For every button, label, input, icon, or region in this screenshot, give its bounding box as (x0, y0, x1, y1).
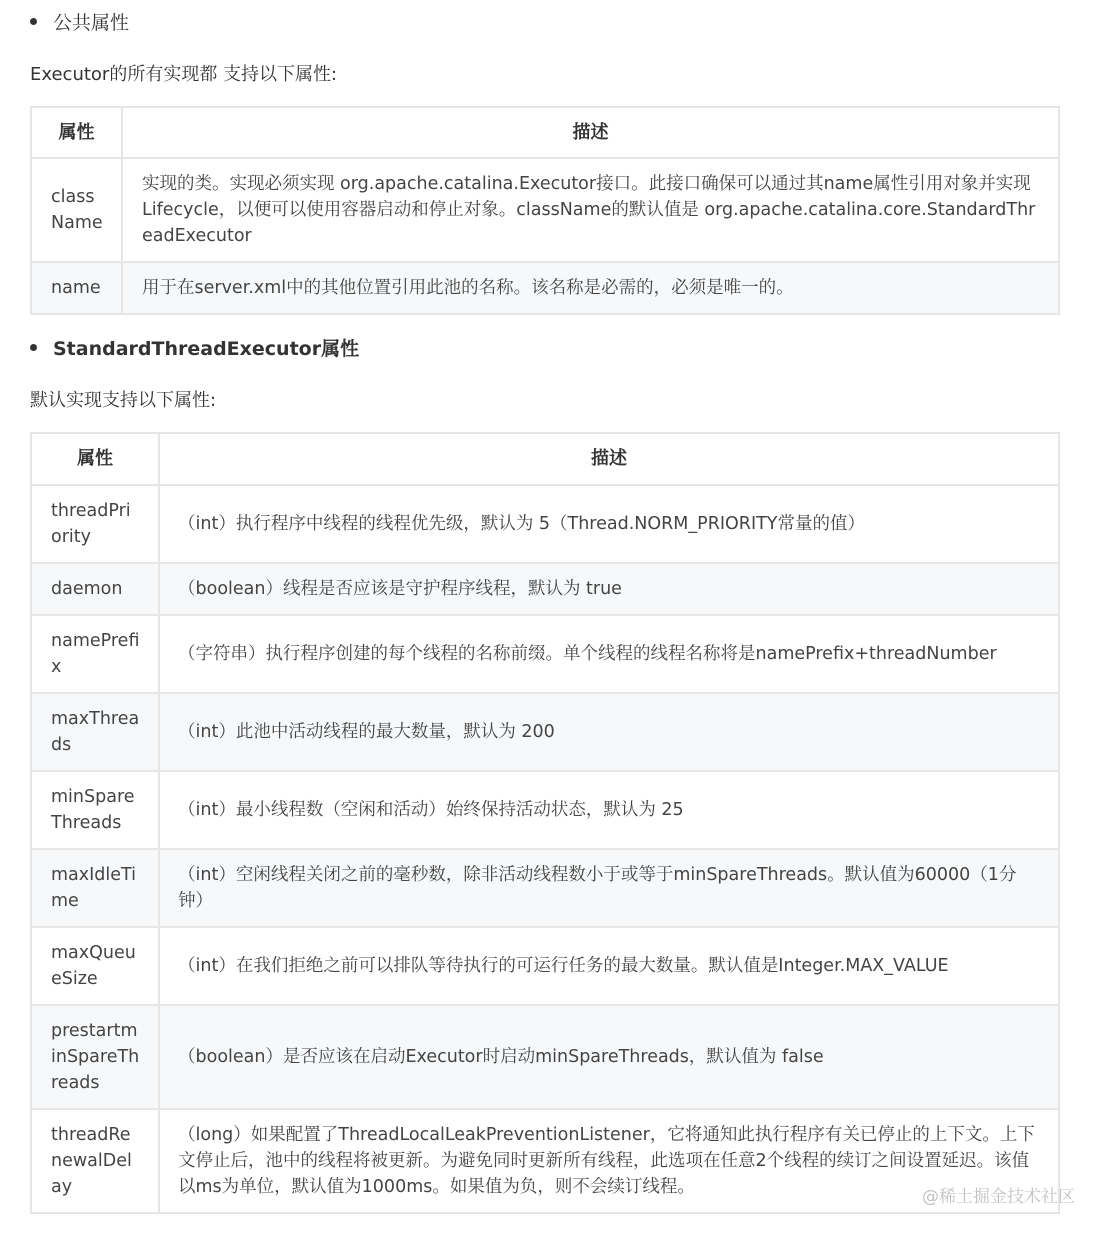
common-attributes-table (30, 106, 1060, 315)
attr-cell: namePrefix (31, 615, 159, 693)
attr-cell: minSpareThreads (31, 771, 159, 849)
desc-cell: 用于在server.xml中的其他位置引用此池的名称。该名称是必需的，必须是唯一的。 (122, 262, 1059, 314)
attr-cell: class Name (31, 158, 122, 262)
table-row (31, 927, 1059, 1005)
table-row (31, 615, 1059, 693)
table-row (31, 1005, 1059, 1109)
header-attr: 属性 (31, 433, 159, 485)
table-row (31, 771, 1059, 849)
desc-cell: 实现的类。实现必须实现 org.apache.catalina.Executor接口。此接口确保可以通过其name属性引用对象并实现Lifecycle，以便可以使用容器启动和停止对象。className的默认值是 org.apache.catalina.core.StandardThreadExecutor (122, 158, 1059, 262)
section1-title: 公共属性 (53, 12, 130, 34)
attr-cell: maxIdleTime (31, 849, 159, 927)
section1-bullet (30, 8, 129, 35)
section2-intro: 默认实现支持以下属性: (30, 390, 217, 411)
table-row (31, 563, 1059, 615)
attr-cell: threadRenewalDelay (31, 1109, 159, 1213)
table-row (31, 262, 1059, 314)
header-desc: 描述 (159, 433, 1059, 485)
desc-cell: （int）执行程序中线程的线程优先级，默认为 5（Thread.NORM_PRIORITY常量的值） (159, 485, 1059, 563)
attr-cell: maxThreads (31, 693, 159, 771)
desc-cell: （int）此池中活动线程的最大数量，默认为 200 (159, 693, 1059, 771)
header-desc: 描述 (122, 107, 1059, 158)
section2-bullet (30, 334, 359, 361)
watermark: @稀土掘金技术社区 (922, 1187, 1075, 1207)
attr-cell: threadPriority (31, 485, 159, 563)
table-header-row (31, 433, 1059, 485)
attr-cell: prestartminSpareThreads (31, 1005, 159, 1109)
desc-cell: （boolean）线程是否应该是守护程序线程，默认为 true (159, 563, 1059, 615)
desc-cell: （int）在我们拒绝之前可以排队等待执行的可运行任务的最大数量。默认值是Integer.MAX_VALUE (159, 927, 1059, 1005)
table-row (31, 158, 1059, 262)
desc-cell: （boolean）是否应该在启动Executor时启动minSpareThreads，默认值为 false (159, 1005, 1059, 1109)
table-row (31, 693, 1059, 771)
attr-cell: maxQueueSize (31, 927, 159, 1005)
table-row (31, 1109, 1059, 1213)
table-header-row (31, 107, 1059, 158)
header-attr: 属性 (31, 107, 122, 158)
bullet-dot-icon (30, 344, 37, 351)
desc-cell: （int）空闲线程关闭之前的毫秒数，除非活动线程数小于或等于minSpareThreads。默认值为60000（1分钟） (159, 849, 1059, 927)
desc-cell: （long）如果配置了ThreadLocalLeakPreventionListener，它将通知此执行程序有关已停止的上下文。上下文停止后，池中的线程将被更新。为避免同时更新所有线程，此选项在任意2个线程的续订之间设置延迟。该值以ms为单位，默认值为1000ms。如果值为负，则不会续订线程。 (159, 1109, 1059, 1213)
desc-cell: （字符串）执行程序创建的每个线程的名称前缀。单个线程的线程名称将是namePrefix+threadNumber (159, 615, 1059, 693)
standard-executor-table (30, 432, 1060, 1214)
section1-intro: Executor的所有实现都 支持以下属性: (30, 64, 338, 85)
section2-title: StandardThreadExecutor属性 (53, 338, 360, 360)
bullet-dot-icon (30, 18, 37, 25)
table-row (31, 849, 1059, 927)
attr-cell: name (31, 262, 122, 314)
attr-cell: daemon (31, 563, 159, 615)
table-row (31, 485, 1059, 563)
desc-cell: （int）最小线程数（空闲和活动）始终保持活动状态，默认为 25 (159, 771, 1059, 849)
